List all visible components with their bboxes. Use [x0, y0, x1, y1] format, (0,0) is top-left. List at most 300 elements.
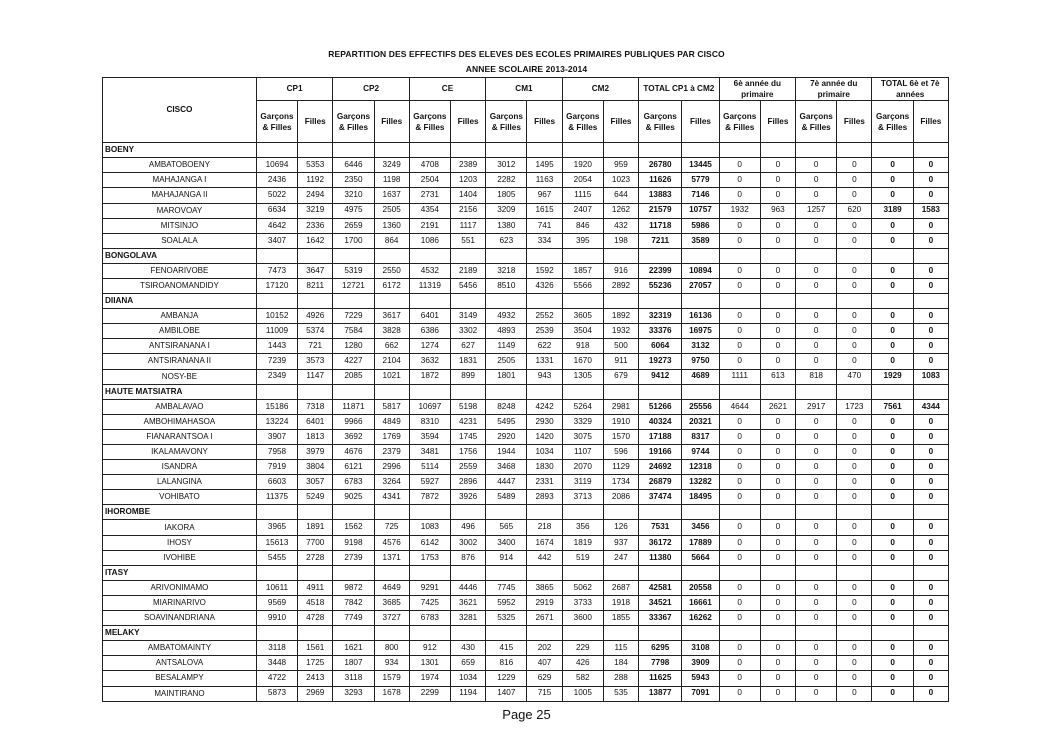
value-cell: 963 — [760, 203, 795, 218]
value-cell: 0 — [760, 188, 795, 203]
value-cell: 1023 — [603, 173, 638, 188]
value-cell: 1570 — [603, 429, 638, 444]
value-cell: 3118 — [333, 671, 374, 686]
value-cell: 5495 — [486, 414, 527, 429]
value-cell: 2659 — [333, 218, 374, 233]
value-cell: 8317 — [682, 429, 719, 444]
empty-cell — [527, 294, 562, 309]
value-cell: 721 — [298, 339, 333, 354]
value-cell: 2413 — [298, 671, 333, 686]
value-cell: 4446 — [451, 580, 486, 595]
value-cell: 2559 — [451, 460, 486, 475]
value-cell: 0 — [719, 158, 760, 173]
value-cell: 0 — [872, 520, 913, 535]
value-cell: 1086 — [409, 233, 450, 248]
value-cell: 1331 — [527, 354, 562, 369]
value-cell: 0 — [872, 580, 913, 595]
value-cell: 229 — [562, 641, 603, 656]
empty-cell — [486, 384, 527, 399]
empty-cell — [913, 248, 948, 263]
value-cell: 5325 — [486, 611, 527, 626]
value-cell: 0 — [837, 641, 872, 656]
value-cell: 1561 — [298, 641, 333, 656]
empty-cell — [796, 565, 837, 580]
table-body — [103, 143, 949, 701]
value-cell: 6401 — [298, 414, 333, 429]
value-cell: 0 — [719, 429, 760, 444]
header-row-groups — [103, 78, 949, 101]
value-cell: 6064 — [639, 339, 682, 354]
value-cell: 1929 — [872, 369, 913, 384]
table-row — [103, 550, 949, 565]
subheader-total: Garçons & Filles — [796, 101, 837, 143]
value-cell: 1831 — [451, 354, 486, 369]
cisco-name: SOALALA — [103, 233, 257, 248]
empty-cell — [837, 248, 872, 263]
value-cell: 0 — [719, 550, 760, 565]
value-cell: 715 — [527, 686, 562, 701]
value-cell: 0 — [837, 414, 872, 429]
table-row — [103, 309, 949, 324]
value-cell: 1495 — [527, 158, 562, 173]
region-name: HAUTE MATSIATRA — [103, 384, 257, 399]
empty-cell — [682, 294, 719, 309]
value-cell: 430 — [451, 641, 486, 656]
empty-cell — [639, 248, 682, 263]
cisco-name: AMBATOMAINTY — [103, 641, 257, 656]
cisco-name: MIARINARIVO — [103, 595, 257, 610]
value-cell: 0 — [796, 218, 837, 233]
value-cell: 5062 — [562, 580, 603, 595]
empty-cell — [682, 143, 719, 158]
value-cell: 2550 — [374, 263, 409, 278]
value-cell: 4893 — [486, 324, 527, 339]
empty-cell — [562, 143, 603, 158]
empty-cell — [333, 384, 374, 399]
value-cell: 0 — [719, 535, 760, 550]
report-title: REPARTITION DES EFFECTIFS DES ELEVES DES ECOLES PRIMAIRES PUBLIQUES PAR CISCO — [328, 49, 725, 59]
value-cell: 0 — [760, 263, 795, 278]
value-cell: 0 — [719, 595, 760, 610]
value-cell: 3218 — [486, 263, 527, 278]
value-cell: 7958 — [256, 445, 297, 460]
empty-cell — [760, 565, 795, 580]
value-cell: 3302 — [451, 324, 486, 339]
value-cell: 659 — [451, 656, 486, 671]
value-cell: 3573 — [298, 354, 333, 369]
value-cell: 1198 — [374, 173, 409, 188]
value-cell: 2282 — [486, 173, 527, 188]
empty-cell — [298, 248, 333, 263]
value-cell: 16136 — [682, 309, 719, 324]
empty-cell — [682, 505, 719, 520]
value-cell: 0 — [760, 339, 795, 354]
value-cell: 0 — [760, 278, 795, 293]
value-cell: 0 — [837, 354, 872, 369]
value-cell: 1034 — [451, 671, 486, 686]
value-cell: 0 — [837, 671, 872, 686]
value-cell: 0 — [760, 580, 795, 595]
value-cell: 3926 — [451, 490, 486, 505]
value-cell: 0 — [719, 520, 760, 535]
value-cell: 0 — [719, 309, 760, 324]
empty-cell — [872, 384, 913, 399]
value-cell: 8310 — [409, 414, 450, 429]
empty-cell — [256, 294, 297, 309]
region-name: BOENY — [103, 143, 257, 158]
value-cell: 13445 — [682, 158, 719, 173]
empty-cell — [298, 143, 333, 158]
table-row — [103, 354, 949, 369]
value-cell: 620 — [837, 203, 872, 218]
value-cell: 25556 — [682, 399, 719, 414]
value-cell: 22399 — [639, 263, 682, 278]
value-cell: 1407 — [486, 686, 527, 701]
value-cell: 1932 — [719, 203, 760, 218]
cisco-name: FENOARIVOBE — [103, 263, 257, 278]
value-cell: 2389 — [451, 158, 486, 173]
empty-cell — [333, 626, 374, 641]
value-cell: 2085 — [333, 369, 374, 384]
value-cell: 51266 — [639, 399, 682, 414]
subheader-total: Garçons & Filles — [872, 101, 913, 143]
value-cell: 864 — [374, 233, 409, 248]
value-cell: 2892 — [603, 278, 638, 293]
empty-cell — [913, 294, 948, 309]
value-cell: 2086 — [603, 490, 638, 505]
table-row — [103, 399, 949, 414]
empty-cell — [639, 143, 682, 158]
value-cell: 13877 — [639, 686, 682, 701]
region-row — [103, 143, 949, 158]
value-cell: 4975 — [333, 203, 374, 218]
empty-cell — [603, 248, 638, 263]
value-cell: 6783 — [333, 475, 374, 490]
value-cell: 613 — [760, 369, 795, 384]
value-cell: 0 — [872, 324, 913, 339]
value-cell: 0 — [796, 520, 837, 535]
value-cell: 3617 — [374, 309, 409, 324]
empty-cell — [796, 384, 837, 399]
value-cell: 3210 — [333, 188, 374, 203]
value-cell: 11871 — [333, 399, 374, 414]
value-cell: 3481 — [409, 445, 450, 460]
header-group: CM1 — [486, 78, 562, 101]
value-cell: 967 — [527, 188, 562, 203]
value-cell: 11319 — [409, 278, 450, 293]
value-cell: 0 — [913, 339, 948, 354]
value-cell: 4932 — [486, 309, 527, 324]
value-cell: 407 — [527, 656, 562, 671]
value-cell: 1819 — [562, 535, 603, 550]
empty-cell — [451, 248, 486, 263]
empty-cell — [837, 143, 872, 158]
value-cell: 943 — [527, 369, 562, 384]
region-name: DIIANA — [103, 294, 257, 309]
value-cell: 3119 — [562, 475, 603, 490]
value-cell: 1621 — [333, 641, 374, 656]
value-cell: 1745 — [451, 429, 486, 444]
value-cell: 5873 — [256, 686, 297, 701]
value-cell: 7425 — [409, 595, 450, 610]
value-cell: 816 — [486, 656, 527, 671]
value-cell: 4326 — [527, 278, 562, 293]
value-cell: 15186 — [256, 399, 297, 414]
empty-cell — [527, 565, 562, 580]
value-cell: 1371 — [374, 550, 409, 565]
subheader-girls: Filles — [298, 101, 333, 143]
value-cell: 4354 — [409, 203, 450, 218]
value-cell: 442 — [527, 550, 562, 565]
value-cell: 4227 — [333, 354, 374, 369]
value-cell: 622 — [527, 339, 562, 354]
value-cell: 0 — [760, 490, 795, 505]
value-cell: 912 — [409, 641, 450, 656]
value-cell: 3002 — [451, 535, 486, 550]
value-cell: 7700 — [298, 535, 333, 550]
empty-cell — [256, 505, 297, 520]
empty-cell — [796, 248, 837, 263]
empty-cell — [639, 565, 682, 580]
value-cell: 551 — [451, 233, 486, 248]
value-cell: 565 — [486, 520, 527, 535]
value-cell: 1918 — [603, 595, 638, 610]
value-cell: 3118 — [256, 641, 297, 656]
value-cell: 0 — [796, 158, 837, 173]
value-cell: 1944 — [486, 445, 527, 460]
value-cell: 470 — [837, 369, 872, 384]
value-cell: 0 — [913, 158, 948, 173]
empty-cell — [719, 143, 760, 158]
empty-cell — [562, 294, 603, 309]
value-cell: 0 — [872, 641, 913, 656]
value-cell: 4649 — [374, 580, 409, 595]
value-cell: 1725 — [298, 656, 333, 671]
cisco-name: AMBANJA — [103, 309, 257, 324]
value-cell: 3407 — [256, 233, 297, 248]
subheader-girls: Filles — [527, 101, 562, 143]
empty-cell — [374, 248, 409, 263]
table-row — [103, 324, 949, 339]
value-cell: 17889 — [682, 535, 719, 550]
value-cell: 5264 — [562, 399, 603, 414]
value-cell: 12318 — [682, 460, 719, 475]
subheader-girls: Filles — [374, 101, 409, 143]
value-cell: 0 — [837, 611, 872, 626]
value-cell: 0 — [837, 309, 872, 324]
empty-cell — [333, 143, 374, 158]
empty-cell — [682, 384, 719, 399]
value-cell: 623 — [486, 233, 527, 248]
value-cell: 27057 — [682, 278, 719, 293]
value-cell: 1920 — [562, 158, 603, 173]
value-cell: 37474 — [639, 490, 682, 505]
empty-cell — [374, 294, 409, 309]
cisco-name: MITSINJO — [103, 218, 257, 233]
value-cell: 0 — [913, 414, 948, 429]
value-cell: 334 — [527, 233, 562, 248]
value-cell: 0 — [796, 354, 837, 369]
subheader-girls: Filles — [603, 101, 638, 143]
value-cell: 0 — [760, 641, 795, 656]
cisco-name: AMBATOBOENY — [103, 158, 257, 173]
value-cell: 0 — [796, 490, 837, 505]
value-cell: 7872 — [409, 490, 450, 505]
header-group: CM2 — [562, 78, 638, 101]
value-cell: 0 — [872, 595, 913, 610]
value-cell: 0 — [837, 686, 872, 701]
value-cell: 1420 — [527, 429, 562, 444]
value-cell: 0 — [913, 173, 948, 188]
empty-cell — [527, 143, 562, 158]
value-cell: 4708 — [409, 158, 450, 173]
empty-cell — [562, 248, 603, 263]
value-cell: 0 — [872, 611, 913, 626]
value-cell: 1592 — [527, 263, 562, 278]
value-cell: 0 — [760, 173, 795, 188]
value-cell: 0 — [719, 324, 760, 339]
empty-cell — [256, 143, 297, 158]
cisco-name: AMBILOBE — [103, 324, 257, 339]
cisco-name: NOSY-BE — [103, 369, 257, 384]
value-cell: 3733 — [562, 595, 603, 610]
value-cell: 0 — [913, 188, 948, 203]
cisco-name: ARIVONIMAMO — [103, 580, 257, 595]
value-cell: 2299 — [409, 686, 450, 701]
value-cell: 5566 — [562, 278, 603, 293]
value-cell: 0 — [719, 460, 760, 475]
empty-cell — [486, 565, 527, 580]
empty-cell — [682, 565, 719, 580]
value-cell: 2331 — [527, 475, 562, 490]
value-cell: 5198 — [451, 399, 486, 414]
value-cell: 5456 — [451, 278, 486, 293]
value-cell: 432 — [603, 218, 638, 233]
empty-cell — [796, 505, 837, 520]
value-cell: 0 — [913, 580, 948, 595]
value-cell: 4926 — [298, 309, 333, 324]
value-cell: 679 — [603, 369, 638, 384]
value-cell: 0 — [872, 445, 913, 460]
cisco-name: AMBALAVAO — [103, 399, 257, 414]
value-cell: 3865 — [527, 580, 562, 595]
value-cell: 33367 — [639, 611, 682, 626]
value-cell: 26879 — [639, 475, 682, 490]
header-group: 6è année du primaire — [719, 78, 795, 101]
value-cell: 0 — [837, 188, 872, 203]
cisco-name: MAINTIRANO — [103, 686, 257, 701]
value-cell: 0 — [872, 233, 913, 248]
value-cell: 0 — [796, 339, 837, 354]
value-cell: 4518 — [298, 595, 333, 610]
value-cell: 0 — [837, 218, 872, 233]
value-cell: 2336 — [298, 218, 333, 233]
empty-cell — [562, 565, 603, 580]
value-cell: 8211 — [298, 278, 333, 293]
value-cell: 5927 — [409, 475, 450, 490]
header-group: CP1 — [256, 78, 332, 101]
value-cell: 1262 — [603, 203, 638, 218]
value-cell: 500 — [603, 339, 638, 354]
value-cell: 0 — [872, 263, 913, 278]
region-row — [103, 384, 949, 399]
value-cell: 1642 — [298, 233, 333, 248]
empty-cell — [298, 505, 333, 520]
value-cell: 2731 — [409, 188, 450, 203]
empty-cell — [409, 248, 450, 263]
value-cell: 0 — [760, 445, 795, 460]
empty-cell — [872, 143, 913, 158]
empty-cell — [719, 505, 760, 520]
empty-cell — [872, 505, 913, 520]
empty-cell — [837, 294, 872, 309]
empty-cell — [298, 626, 333, 641]
value-cell: 1443 — [256, 339, 297, 354]
empty-cell — [486, 505, 527, 520]
value-cell: 2969 — [298, 686, 333, 701]
value-cell: 0 — [837, 278, 872, 293]
value-cell: 0 — [837, 445, 872, 460]
cisco-name: MAHAJANGA II — [103, 188, 257, 203]
value-cell: 13883 — [639, 188, 682, 203]
value-cell: 6121 — [333, 460, 374, 475]
value-cell: 496 — [451, 520, 486, 535]
value-cell: 7919 — [256, 460, 297, 475]
value-cell: 0 — [913, 550, 948, 565]
table-row — [103, 475, 949, 490]
value-cell: 1380 — [486, 218, 527, 233]
value-cell: 0 — [796, 445, 837, 460]
value-cell: 0 — [913, 429, 948, 444]
value-cell: 0 — [719, 173, 760, 188]
value-cell: 1404 — [451, 188, 486, 203]
value-cell: 2191 — [409, 218, 450, 233]
value-cell: 17120 — [256, 278, 297, 293]
subheader-total: Garçons & Filles — [486, 101, 527, 143]
value-cell: 1203 — [451, 173, 486, 188]
value-cell: 3909 — [682, 656, 719, 671]
cisco-name: IHOSY — [103, 535, 257, 550]
value-cell: 21579 — [639, 203, 682, 218]
value-cell: 6172 — [374, 278, 409, 293]
value-cell: 1892 — [603, 309, 638, 324]
value-cell: 9569 — [256, 595, 297, 610]
value-cell: 0 — [760, 414, 795, 429]
value-cell: 0 — [872, 414, 913, 429]
value-cell: 10152 — [256, 309, 297, 324]
report-subtitle: ANNEE SCOLAIRE 2013-2014 — [465, 64, 588, 74]
empty-cell — [451, 384, 486, 399]
value-cell: 2687 — [603, 580, 638, 595]
empty-cell — [527, 384, 562, 399]
value-cell: 0 — [837, 550, 872, 565]
empty-cell — [639, 505, 682, 520]
value-cell: 3621 — [451, 595, 486, 610]
empty-cell — [451, 294, 486, 309]
value-cell: 0 — [796, 671, 837, 686]
value-cell: 0 — [837, 233, 872, 248]
empty-cell — [837, 565, 872, 580]
value-cell: 0 — [837, 475, 872, 490]
value-cell: 6783 — [409, 611, 450, 626]
value-cell: 0 — [796, 535, 837, 550]
region-row — [103, 294, 949, 309]
value-cell: 0 — [837, 656, 872, 671]
value-cell: 3504 — [562, 324, 603, 339]
value-cell: 3979 — [298, 445, 333, 460]
value-cell: 0 — [760, 158, 795, 173]
empty-cell — [719, 384, 760, 399]
